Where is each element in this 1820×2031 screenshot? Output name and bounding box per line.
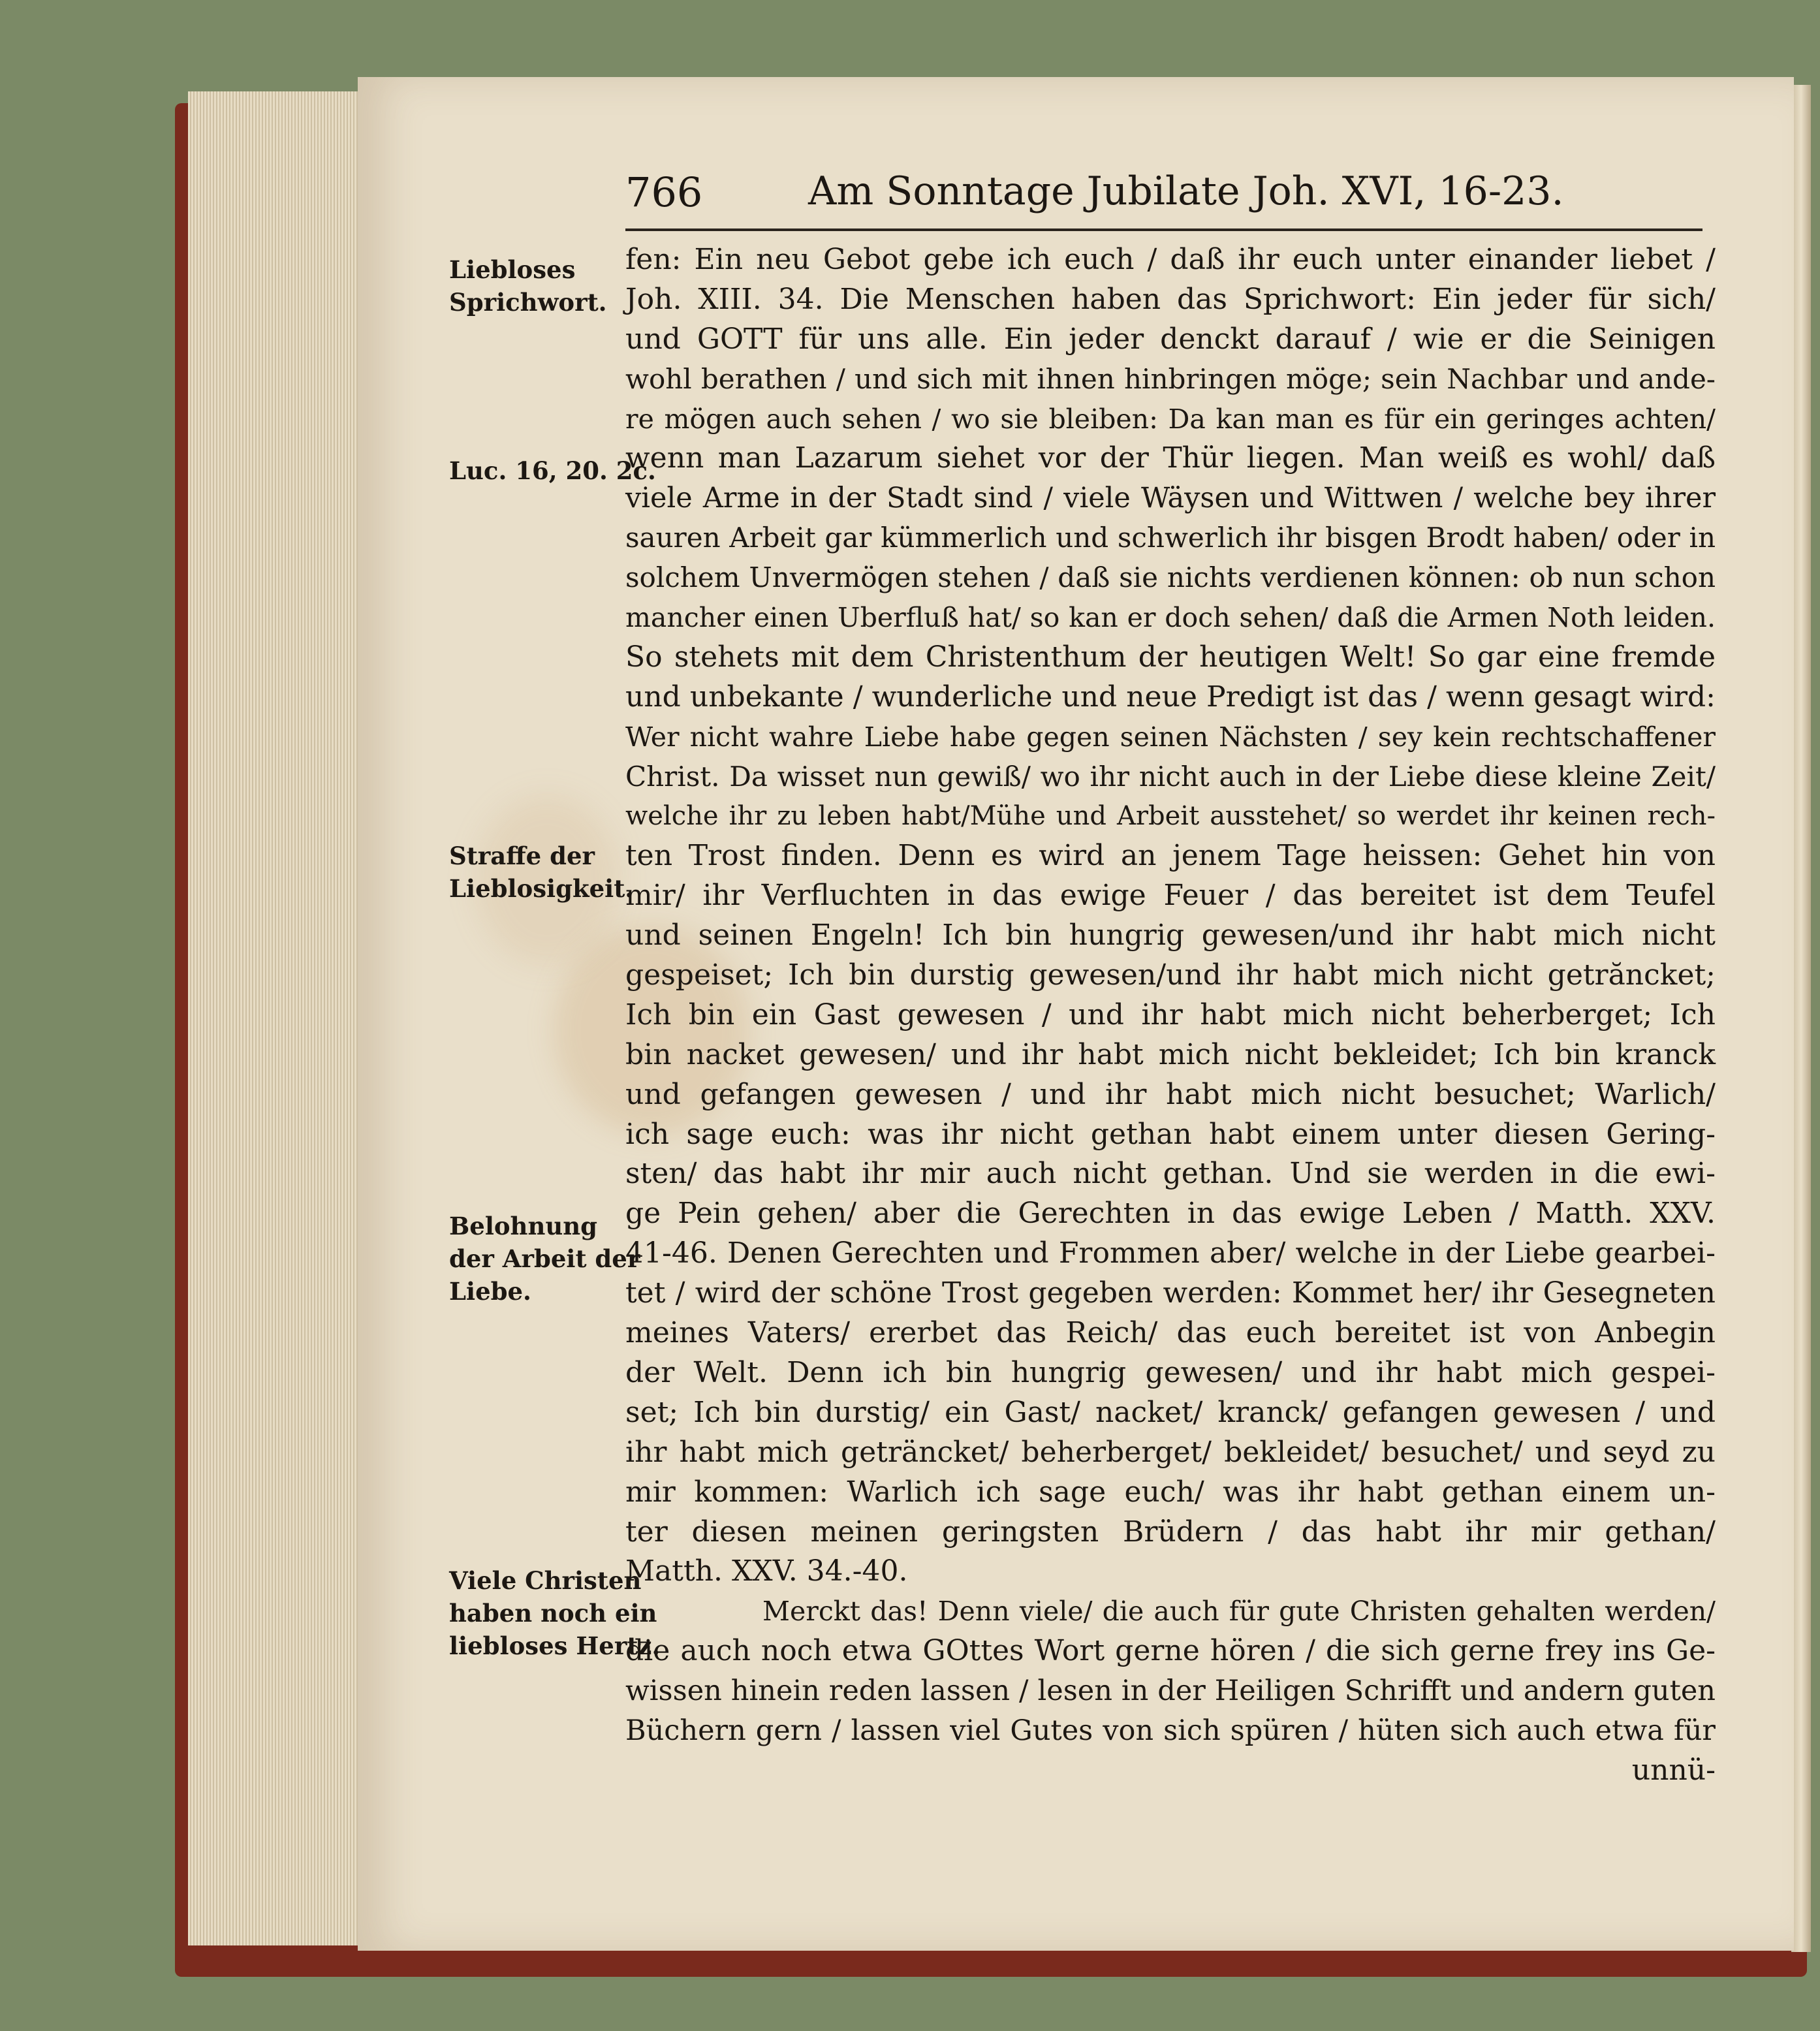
text-line: gespeiset; Ich bin durstig gewesen/und ihr habt mich nicht getrăncket; bbox=[625, 958, 1716, 992]
text-line: Wer nicht wahre Liebe habe gegen seinen Nächsten / sey kein rechtschaffener bbox=[625, 721, 1716, 753]
text-line: Christ. Da wisset nun gewiß/ wo ihr nicht auch in der Liebe diese kleine Zeit/ bbox=[625, 760, 1716, 793]
text-line: der Welt. Denn ich bin hungrig gewesen/ und ihr habt mich gespei- bbox=[625, 1355, 1716, 1389]
text-line: ten Trost finden. Denn es wird an jenem Tage heissen: Gehet hin von bbox=[625, 839, 1716, 873]
header-rule bbox=[625, 228, 1702, 231]
page-gutter-edge bbox=[1791, 85, 1811, 1952]
running-header bbox=[625, 168, 1735, 227]
margin-note: Luc. 16, 20. 2c. bbox=[449, 456, 656, 485]
text-line: 41-46. Denen Gerechten und Frommen aber/ welche in der Liebe gearbei- bbox=[625, 1236, 1716, 1270]
text-line: ihr habt mich geträncket/ beherberget/ bekleidet/ besuchet/ und seyd zu bbox=[625, 1435, 1716, 1469]
text-line: Ich bin ein Gast gewesen / und ihr habt mich nicht beherberget; Ich bbox=[625, 998, 1716, 1031]
text-line: Joh. XIII. 34. Die Menschen haben das Sprichwort: Ein jeder für sich/ bbox=[625, 282, 1716, 316]
text-line: und gefangen gewesen / und ihr habt mich nicht besuchet; Warlich/ bbox=[625, 1077, 1716, 1111]
text-line: Merckt das! Denn viele/ die auch für gute Christen gehalten werden/ bbox=[762, 1596, 1716, 1628]
page-edges bbox=[188, 91, 366, 1945]
text-line: mancher einen Uberfluß hat/ so kan er doch sehen/ daß die Armen Noth leiden. bbox=[625, 602, 1716, 634]
text-line: sauren Arbeit gar kümmerlich und schwerlich ihr bisgen Brodt haben/ oder in bbox=[625, 522, 1716, 554]
text-line: mir/ ihr Verfluchten in das ewige Feuer / das bereitet ist dem Teufel bbox=[625, 879, 1716, 913]
text-line: und unbekante / wunderliche und neue Predigt ist das / wenn gesagt wird: bbox=[625, 680, 1716, 714]
margin-note: Liebloses Sprichwort. bbox=[449, 255, 607, 317]
text-line: sten/ das habt ihr mir auch nicht gethan. Und sie werden in die ewi- bbox=[625, 1157, 1716, 1191]
text-line: die auch noch etwa GOttes Wort gerne hören / die sich gerne frey ins Ge- bbox=[625, 1634, 1716, 1668]
text-line: welche ihr zu leben habt/Mühe und Arbeit ausstehet/ so werdet ihr keinen rech- bbox=[625, 801, 1716, 832]
body-text bbox=[625, 240, 1716, 1791]
text-line: re mögen auch sehen / wo sie bleiben: Da kan man es für ein geringes achten/ bbox=[625, 403, 1716, 435]
text-line: wohl berathen / und sich mit ihnen hinbringen möge; sein Nachbar und ande- bbox=[625, 362, 1716, 395]
page-number: 766 bbox=[625, 168, 703, 216]
text-line: viele Arme in der Stadt sind / viele Wäysen und Wittwen / welche bey ihrer bbox=[625, 482, 1716, 515]
text-line: ter diesen meinen geringsten Brüdern / das habt ihr mir gethan/ bbox=[625, 1515, 1716, 1549]
text-line: ich sage euch: was ihr nicht gethan habt einem unter diesen Gering- bbox=[625, 1117, 1716, 1151]
text-line: wenn man Lazarum siehet vor der Thür liegen. Man weiß es wohl/ daß bbox=[625, 441, 1716, 475]
catchword: unnü- bbox=[1631, 1753, 1716, 1787]
text-line: Büchern gern / lassen viel Gutes von sich spüren / hüten sich auch etwa für bbox=[625, 1714, 1716, 1747]
text-line: set; Ich bin durstig/ ein Gast/ nacket/ kranck/ gefangen gewesen / und bbox=[625, 1395, 1716, 1429]
text-line: tet / wird der schöne Trost gegeben werden: Kommet her/ ihr Gesegneten bbox=[625, 1276, 1716, 1310]
margin-note: Belohnung der Arbeit der Liebe. bbox=[449, 1212, 640, 1306]
margin-note: Straffe der Lieblosigkeit. bbox=[449, 842, 634, 903]
text-line: meines Vaters/ ererbet das Reich/ das euch bereitet ist von Anbegin bbox=[625, 1316, 1716, 1350]
text-line: und GOTT für uns alle. Ein jeder denckt darauf / wie er die Seinigen bbox=[625, 322, 1716, 356]
text-line: bin nacket gewesen/ und ihr habt mich nicht bekleidet; Ich bin kranck bbox=[625, 1037, 1716, 1071]
text-line: mir kommen: Warlich ich sage euch/ was ihr habt gethan einem un- bbox=[625, 1475, 1716, 1509]
text-line: solchem Unvermögen stehen / daß sie nichts verdienen können: ob nun schon bbox=[625, 561, 1716, 594]
margin-note: Viele Christen haben noch ein liebloses Hertz. bbox=[449, 1566, 661, 1660]
text-line: fen: Ein neu Gebot gebe ich euch / daß ihr euch unter einander liebet / bbox=[625, 243, 1716, 276]
book-page bbox=[358, 77, 1794, 1951]
text-line: Matth. XXV. 34.-40. bbox=[625, 1554, 908, 1588]
header-title: Am Sonntage Jubilate Joh. XVI, 16-23. bbox=[808, 168, 1564, 214]
text-line: und seinen Engeln! Ich bin hungrig gewesen/und ihr habt mich nicht bbox=[625, 919, 1716, 953]
text-line: So stehets mit dem Christenthum der heutigen Welt! So gar eine fremde bbox=[625, 640, 1716, 674]
text-line: wissen hinein reden lassen / lesen in der Heiligen Schrifft und andern guten bbox=[625, 1675, 1716, 1708]
text-line: ge Pein gehen/ aber die Gerechten in das ewige Leben / Matth. XXV. bbox=[625, 1197, 1716, 1231]
